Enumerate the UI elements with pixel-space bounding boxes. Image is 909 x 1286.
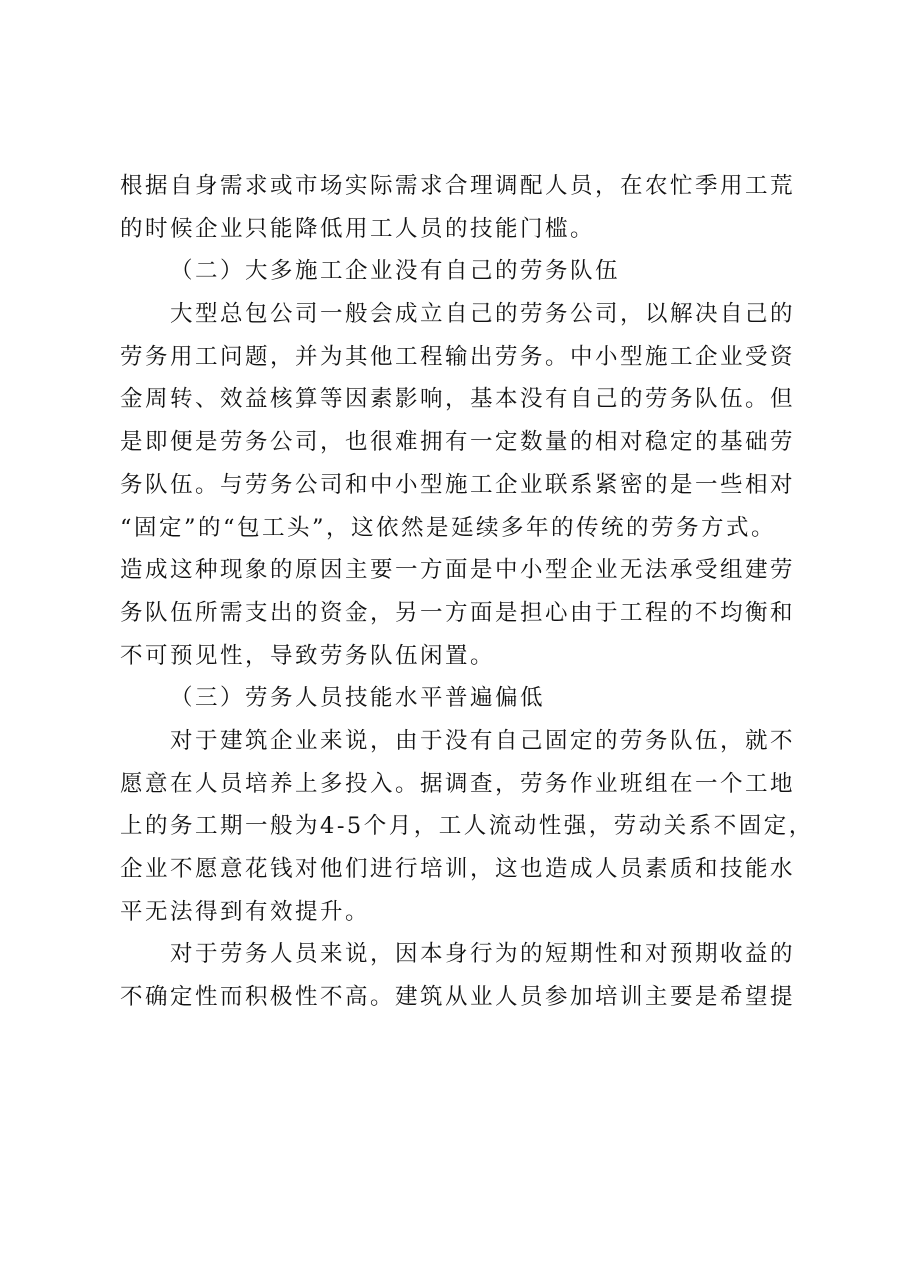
text-line: 是即便是劳务公司，也很难拥有一定数量的相对稳定的基础劳 — [120, 429, 796, 456]
section-heading-3 — [120, 677, 800, 720]
text-line: 平无法得到有效提升。 — [120, 898, 371, 925]
heading-line: （三）劳务人员技能水平普遍偏低 — [170, 685, 546, 712]
text-line: 企业不愿意花钱对他们进行培训，这也造成人员素质和技能水 — [120, 856, 796, 882]
paragraph-labor-teams — [120, 293, 800, 677]
text-line: 不确定性而积极性不高。建筑从业人员参加培训主要是希望提 — [120, 984, 796, 1011]
text-line: 对于劳务人员来说，因本身行为的短期性和对预期收益的 — [170, 941, 796, 968]
text-line: 的时候企业只能降低用工人员的技能门槛。 — [120, 215, 596, 242]
heading-line: （二）大多施工企业没有自己的劳务队伍 — [170, 258, 621, 285]
text-line: 大型总包公司一般会成立自己的劳务公司，以解决自己的 — [170, 301, 796, 328]
text-line: 对于建筑企业来说，由于没有自己固定的劳务队伍，就不 — [170, 727, 796, 754]
paragraph-continuation — [120, 165, 800, 250]
text-line: 金周转、效益核算等因素影响，基本没有自己的劳务队伍。但 — [120, 386, 796, 413]
text-line: 上的务工期一般为4-5个月，工人流动性强，劳动关系不固定， — [120, 813, 814, 840]
text-line: 务队伍。与劳务公司和中小型施工企业联系紧密的是一些相对 — [120, 471, 796, 498]
text-line: 造成这种现象的原因主要一方面是中小型企业无法承受组建劳 — [120, 557, 796, 584]
paragraph-enterprise-view — [120, 720, 814, 933]
paragraph-worker-view — [120, 933, 800, 1018]
section-heading-2 — [120, 250, 800, 293]
document-body — [120, 165, 814, 1019]
text-line: 愿意在人员培养上多投入。据调查，劳务作业班组在一个工地 — [120, 770, 796, 797]
text-line: 不可预见性，导致劳务队伍闲置。 — [120, 642, 496, 669]
text-line: “固定”的“包工头”，这依然是延续多年的传统的劳务方式。 — [120, 514, 777, 541]
text-line: 劳务用工问题，并为其他工程输出劳务。中小型施工企业受资 — [120, 343, 796, 370]
text-line: 务队伍所需支出的资金，另一方面是担心由于工程的不均衡和 — [120, 599, 796, 626]
text-line: 根据自身需求或市场实际需求合理调配人员，在农忙季用工荒 — [120, 173, 796, 199]
